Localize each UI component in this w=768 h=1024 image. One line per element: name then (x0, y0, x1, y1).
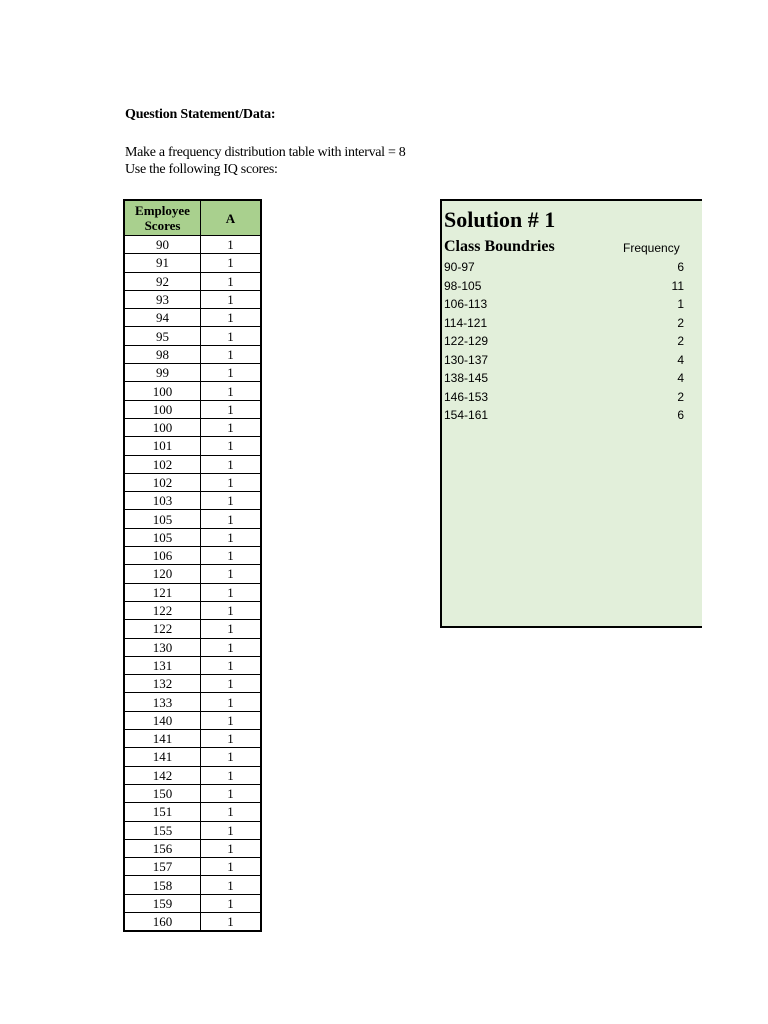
question-heading: Question Statement/Data: (125, 107, 276, 122)
frequency-row (442, 295, 684, 314)
class-boundary-cell: 98-105 (444, 278, 482, 293)
a-cell: 1 (201, 620, 262, 638)
score-cell: 122 (124, 601, 201, 619)
a-cell: 1 (201, 254, 262, 272)
class-boundary-cell: 138-145 (444, 371, 489, 385)
score-cell: 93 (124, 290, 201, 308)
class-boundary-cell: 130-137 (444, 352, 489, 367)
score-cell: 100 (124, 418, 201, 436)
class-boundary-cell: 122-129 (444, 334, 489, 348)
score-cell: 90 (124, 236, 201, 254)
score-cell: 103 (124, 492, 201, 510)
score-cell: 100 (124, 400, 201, 418)
frequency-cell: 2 (677, 315, 684, 330)
a-cell: 1 (201, 766, 262, 784)
score-cell: 141 (124, 730, 201, 748)
frequency-row (442, 388, 684, 407)
class-boundary-cell: 106-113 (444, 297, 488, 311)
score-cell: 120 (124, 565, 201, 583)
score-cell: 158 (124, 876, 201, 894)
frequency-cell: 6 (677, 408, 684, 422)
a-cell: 1 (201, 400, 262, 418)
frequency-row (442, 369, 684, 388)
frequency-row (442, 351, 684, 370)
frequency-rows (442, 258, 684, 425)
a-cell: 1 (201, 858, 262, 876)
frequency-cell: 4 (677, 371, 684, 385)
frequency-cell: 4 (677, 352, 684, 367)
a-cell: 1 (201, 510, 262, 528)
a-cell: 1 (201, 382, 262, 400)
a-cell: 1 (201, 455, 262, 473)
a-cell: 1 (201, 345, 262, 363)
score-cell: 92 (124, 272, 201, 290)
score-cell: 155 (124, 821, 201, 839)
instruction-line-2: Use the following IQ scores: (125, 162, 278, 177)
score-cell: 105 (124, 528, 201, 546)
score-cell: 160 (124, 912, 201, 931)
class-boundary-cell: 154-161 (444, 408, 489, 422)
frequency-row (442, 332, 684, 351)
a-cell: 1 (201, 675, 262, 693)
column-a-header: A (201, 200, 262, 236)
score-cell: 159 (124, 894, 201, 912)
a-cell: 1 (201, 364, 262, 382)
score-cell: 122 (124, 620, 201, 638)
a-cell: 1 (201, 327, 262, 345)
frequency-cell: 2 (677, 334, 684, 348)
score-cell: 102 (124, 473, 201, 491)
score-cell: 141 (124, 748, 201, 766)
a-cell: 1 (201, 236, 262, 254)
a-cell: 1 (201, 437, 262, 455)
a-cell: 1 (201, 748, 262, 766)
a-cell: 1 (201, 711, 262, 729)
score-cell: 106 (124, 547, 201, 565)
a-cell: 1 (201, 638, 262, 656)
score-cell: 102 (124, 455, 201, 473)
a-cell: 1 (201, 876, 262, 894)
a-cell: 1 (201, 803, 262, 821)
score-cell: 132 (124, 675, 201, 693)
a-cell: 1 (201, 784, 262, 802)
a-cell: 1 (201, 565, 262, 583)
solution-title: Solution # 1 (444, 207, 556, 232)
score-cell: 140 (124, 711, 201, 729)
a-cell: 1 (201, 693, 262, 711)
score-cell: 130 (124, 638, 201, 656)
class-boundary-cell: 90-97 (444, 260, 475, 274)
class-boundary-cell: 146-153 (444, 389, 489, 404)
employee-scores-header: Employee Scores (124, 200, 201, 236)
solution-panel (440, 199, 702, 628)
a-cell: 1 (201, 839, 262, 857)
a-cell: 1 (201, 473, 262, 491)
frequency-cell: 6 (677, 260, 684, 274)
a-cell: 1 (201, 272, 262, 290)
frequency-cell: 11 (671, 278, 684, 293)
score-cell: 150 (124, 784, 201, 802)
frequency-cell: 2 (677, 389, 684, 404)
score-cell: 94 (124, 309, 201, 327)
frequency-row (442, 258, 684, 277)
a-cell: 1 (201, 730, 262, 748)
a-cell: 1 (201, 583, 262, 601)
score-cell: 131 (124, 656, 201, 674)
score-cell: 100 (124, 382, 201, 400)
score-cell: 157 (124, 858, 201, 876)
a-cell: 1 (201, 528, 262, 546)
score-cell: 121 (124, 583, 201, 601)
a-cell: 1 (201, 821, 262, 839)
score-cell: 133 (124, 693, 201, 711)
frequency-row (442, 406, 684, 425)
score-cell: 95 (124, 327, 201, 345)
instruction-line-1: Make a frequency distribution table with interval = 8 (125, 145, 406, 160)
a-cell: 1 (201, 894, 262, 912)
score-cell: 98 (124, 345, 201, 363)
frequency-row (442, 314, 684, 333)
score-cell: 156 (124, 839, 201, 857)
score-cell: 101 (124, 437, 201, 455)
class-boundary-cell: 114-121 (444, 315, 488, 330)
score-cell: 91 (124, 254, 201, 272)
a-cell: 1 (201, 547, 262, 565)
frequency-header: Frequency (623, 241, 680, 255)
a-cell: 1 (201, 309, 262, 327)
score-cell: 99 (124, 364, 201, 382)
score-cell: 142 (124, 766, 201, 784)
frequency-row (442, 277, 684, 296)
a-cell: 1 (201, 492, 262, 510)
a-cell: 1 (201, 418, 262, 436)
a-cell: 1 (201, 601, 262, 619)
frequency-cell: 1 (677, 297, 684, 311)
class-boundaries-header: Class Boundries (444, 238, 555, 255)
score-cell: 105 (124, 510, 201, 528)
a-cell: 1 (201, 290, 262, 308)
a-cell: 1 (201, 912, 262, 931)
a-cell: 1 (201, 656, 262, 674)
score-cell: 151 (124, 803, 201, 821)
